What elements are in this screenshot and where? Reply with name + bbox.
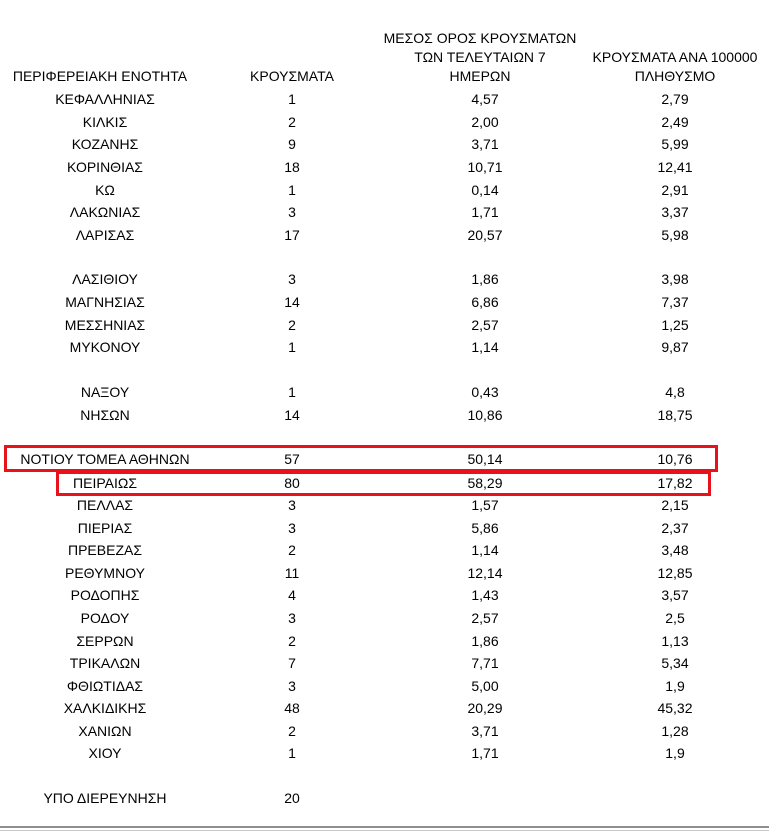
- avg-value: 1,14: [471, 339, 499, 355]
- table-row: [0, 720, 769, 742]
- avg-value: 6,86: [471, 294, 499, 310]
- avg-value: 7,71: [471, 655, 499, 671]
- region-name: ΜΥΚΟΝΟΥ: [69, 339, 141, 355]
- avg-value: 2,57: [471, 610, 499, 626]
- table-row: [0, 291, 769, 313]
- avg-value: 1,14: [471, 542, 499, 558]
- cases-value: 1: [288, 339, 296, 355]
- region-name: ΡΟΔΟΥ: [80, 610, 130, 626]
- cases-value: 2: [288, 723, 296, 739]
- region-name: ΚΙΛΚΙΣ: [82, 114, 128, 130]
- table-row: [0, 314, 769, 336]
- region-name: ΚΕΦΑΛΛΗΝΙΑΣ: [55, 91, 155, 107]
- avg-value: 2,00: [471, 114, 499, 130]
- per-100k-value: 2,37: [661, 520, 689, 536]
- per-100k-value: 2,49: [661, 114, 689, 130]
- region-name: ΡΕΘΥΜΝΟΥ: [64, 565, 145, 581]
- region-name: ΚΩ: [95, 182, 115, 198]
- region-name: ΚΟΡΙΝΘΙΑΣ: [67, 159, 143, 175]
- region-name: ΤΡΙΚΑΛΩΝ: [69, 655, 141, 671]
- region-name: ΚΟΖΑΝΗΣ: [71, 136, 139, 152]
- table-row: [0, 381, 769, 403]
- cases-value: 57: [284, 451, 300, 467]
- avg-value: 10,86: [467, 407, 503, 423]
- avg-value: 3,71: [471, 136, 499, 152]
- cases-value: 9: [288, 136, 296, 152]
- per-100k-value: 4,8: [665, 384, 685, 400]
- per-100k-value: 17,82: [657, 475, 693, 491]
- table-row: [0, 652, 769, 674]
- per-100k-value: 7,37: [661, 294, 689, 310]
- header-avg-line2: ΤΩΝ ΤΕΛΕΥΤΑΙΩΝ 7: [414, 49, 546, 65]
- per-100k-value: 3,48: [661, 542, 689, 558]
- header-per-100000: [580, 48, 769, 86]
- per-100k-value: 3,98: [661, 271, 689, 287]
- per-100k-value: 1,13: [661, 633, 689, 649]
- table-row-highlighted: [0, 448, 769, 470]
- cases-value: 2: [288, 542, 296, 558]
- cases-value: 3: [288, 678, 296, 694]
- avg-value: 0,43: [471, 384, 499, 400]
- cases-value: 3: [288, 271, 296, 287]
- table-row: [0, 179, 769, 201]
- table-row: [0, 562, 769, 584]
- region-name: ΧΑΛΚΙΔΙΚΗΣ: [63, 700, 147, 716]
- per-100k-value: 5,98: [661, 227, 689, 243]
- table-row: [0, 675, 769, 697]
- per-100k-value: 9,87: [661, 339, 689, 355]
- cases-value: 17: [284, 227, 300, 243]
- header-per-line1: ΚΡΟΥΣΜΑΤΑ ΑΝΑ 100000: [592, 49, 758, 65]
- table-row: [0, 156, 769, 178]
- cases-value: 18: [284, 159, 300, 175]
- header-avg-7-days: [380, 29, 580, 86]
- cases-value: 3: [288, 520, 296, 536]
- region-name: ΝΟΤΙΟΥ ΤΟΜΕΑ ΑΘΗΝΩΝ: [20, 451, 190, 467]
- region-name: ΝΑΞΟΥ: [80, 384, 130, 400]
- avg-value: 1,57: [471, 497, 499, 513]
- avg-value: 3,71: [471, 723, 499, 739]
- region-name: ΛΑΡΙΣΑΣ: [75, 227, 135, 243]
- region-name: ΠΙΕΡΙΑΣ: [77, 520, 133, 536]
- avg-value: 5,00: [471, 678, 499, 694]
- per-100k-value: 2,15: [661, 497, 689, 513]
- avg-value: 58,29: [467, 475, 503, 491]
- table-row-under-investigation: [0, 787, 769, 809]
- avg-value: 50,14: [467, 451, 503, 467]
- avg-value: 1,71: [471, 745, 499, 761]
- header-avg-line3: ΗΜΕΡΩΝ: [449, 68, 511, 84]
- avg-value: 20,29: [467, 700, 503, 716]
- per-100k-value: 10,76: [657, 451, 693, 467]
- region-name: ΝΗΣΩΝ: [80, 407, 130, 423]
- table-row: [0, 268, 769, 290]
- cases-value: 2: [288, 114, 296, 130]
- per-100k-value: 2,91: [661, 182, 689, 198]
- table-row: [0, 133, 769, 155]
- bottom-divider: [0, 826, 769, 828]
- table-row: [0, 607, 769, 629]
- avg-value: 20,57: [467, 227, 503, 243]
- per-100k-value: 1,28: [661, 723, 689, 739]
- table-row: [0, 88, 769, 110]
- header-avg-line1: ΜΕΣΟΣ ΟΡΟΣ ΚΡΟΥΣΜΑΤΩΝ: [383, 30, 577, 46]
- cases-value: 2: [288, 317, 296, 333]
- avg-value: 5,86: [471, 520, 499, 536]
- region-name: ΜΑΓΝΗΣΙΑΣ: [65, 294, 145, 310]
- cases-value: 1: [288, 182, 296, 198]
- region-name: ΦΘΙΩΤΙΔΑΣ: [66, 678, 144, 694]
- region-name: ΛΑΣΙΘΙΟΥ: [72, 271, 138, 287]
- cases-value: 2: [288, 633, 296, 649]
- header-region: ΠΕΡΙΦΕΡΕΙΑΚΗ ΕΝΟΤΗΤΑ: [12, 68, 188, 84]
- table-row: [0, 584, 769, 606]
- table-row: [0, 742, 769, 764]
- bottom-divider-secondary: [0, 830, 769, 831]
- avg-value: 1,86: [471, 271, 499, 287]
- table-row: [0, 201, 769, 223]
- per-100k-value: 1,9: [665, 745, 685, 761]
- region-name: ΧΙΟΥ: [88, 745, 122, 761]
- per-100k-value: 3,37: [661, 204, 689, 220]
- region-name: ΠΕΛΛΑΣ: [76, 497, 134, 513]
- region-name: ΠΕΙΡΑΙΩΣ: [73, 475, 137, 491]
- per-100k-value: 3,57: [661, 587, 689, 603]
- per-100k-value: 1,25: [661, 317, 689, 333]
- region-name: ΛΑΚΩΝΙΑΣ: [69, 204, 141, 220]
- cases-value: 4: [288, 587, 296, 603]
- per-100k-value: 45,32: [657, 700, 693, 716]
- region-name: ΣΕΡΡΩΝ: [76, 633, 134, 649]
- per-100k-value: 5,99: [661, 136, 689, 152]
- per-100k-value: 18,75: [657, 407, 693, 423]
- cases-value: 7: [288, 655, 296, 671]
- cases-value: 48: [284, 700, 300, 716]
- cases-value: 14: [284, 407, 300, 423]
- table-row: [0, 111, 769, 133]
- cases-value: 20: [284, 790, 300, 806]
- region-name: ΡΟΔΟΠΗΣ: [70, 587, 140, 603]
- region-name: ΠΡΕΒΕΖΑΣ: [67, 542, 142, 558]
- avg-value: 12,14: [467, 565, 503, 581]
- table-row: [0, 517, 769, 539]
- table-row: [0, 224, 769, 246]
- avg-value: 10,71: [467, 159, 503, 175]
- table-row: [0, 494, 769, 516]
- region-name: ΜΕΣΣΗΝΙΑΣ: [64, 317, 146, 333]
- table-row: [0, 630, 769, 652]
- avg-value: 2,57: [471, 317, 499, 333]
- table-row: [0, 336, 769, 358]
- cases-value: 1: [288, 745, 296, 761]
- avg-value: 1,86: [471, 633, 499, 649]
- cases-value: 3: [288, 497, 296, 513]
- avg-value: 0,14: [471, 182, 499, 198]
- cases-value: 80: [284, 475, 300, 491]
- table-row: [0, 539, 769, 561]
- cases-value: 14: [284, 294, 300, 310]
- cases-value: 3: [288, 204, 296, 220]
- region-name: ΧΑΝΙΩΝ: [78, 723, 132, 739]
- cases-value: 1: [288, 384, 296, 400]
- table-row-highlighted: [0, 472, 769, 494]
- avg-value: 1,43: [471, 587, 499, 603]
- per-100k-value: 12,85: [657, 565, 693, 581]
- cases-value: 11: [284, 565, 300, 581]
- region-name: ΥΠΟ ΔΙΕΡΕΥΝΗΣΗ: [43, 790, 167, 806]
- per-100k-value: 12,41: [657, 159, 693, 175]
- cases-value: 1: [288, 91, 296, 107]
- avg-value: 1,71: [471, 204, 499, 220]
- per-100k-value: 1,9: [665, 678, 685, 694]
- header-per-line2: ΠΛΗΘΥΣΜΟ: [634, 68, 716, 84]
- avg-value: 4,57: [471, 91, 499, 107]
- header-cases: ΚΡΟΥΣΜΑΤΑ: [250, 68, 334, 84]
- cases-value: 3: [288, 610, 296, 626]
- per-100k-value: 2,5: [665, 610, 685, 626]
- per-100k-value: 2,79: [661, 91, 689, 107]
- table-row: [0, 404, 769, 426]
- table-row: [0, 697, 769, 719]
- per-100k-value: 5,34: [661, 655, 689, 671]
